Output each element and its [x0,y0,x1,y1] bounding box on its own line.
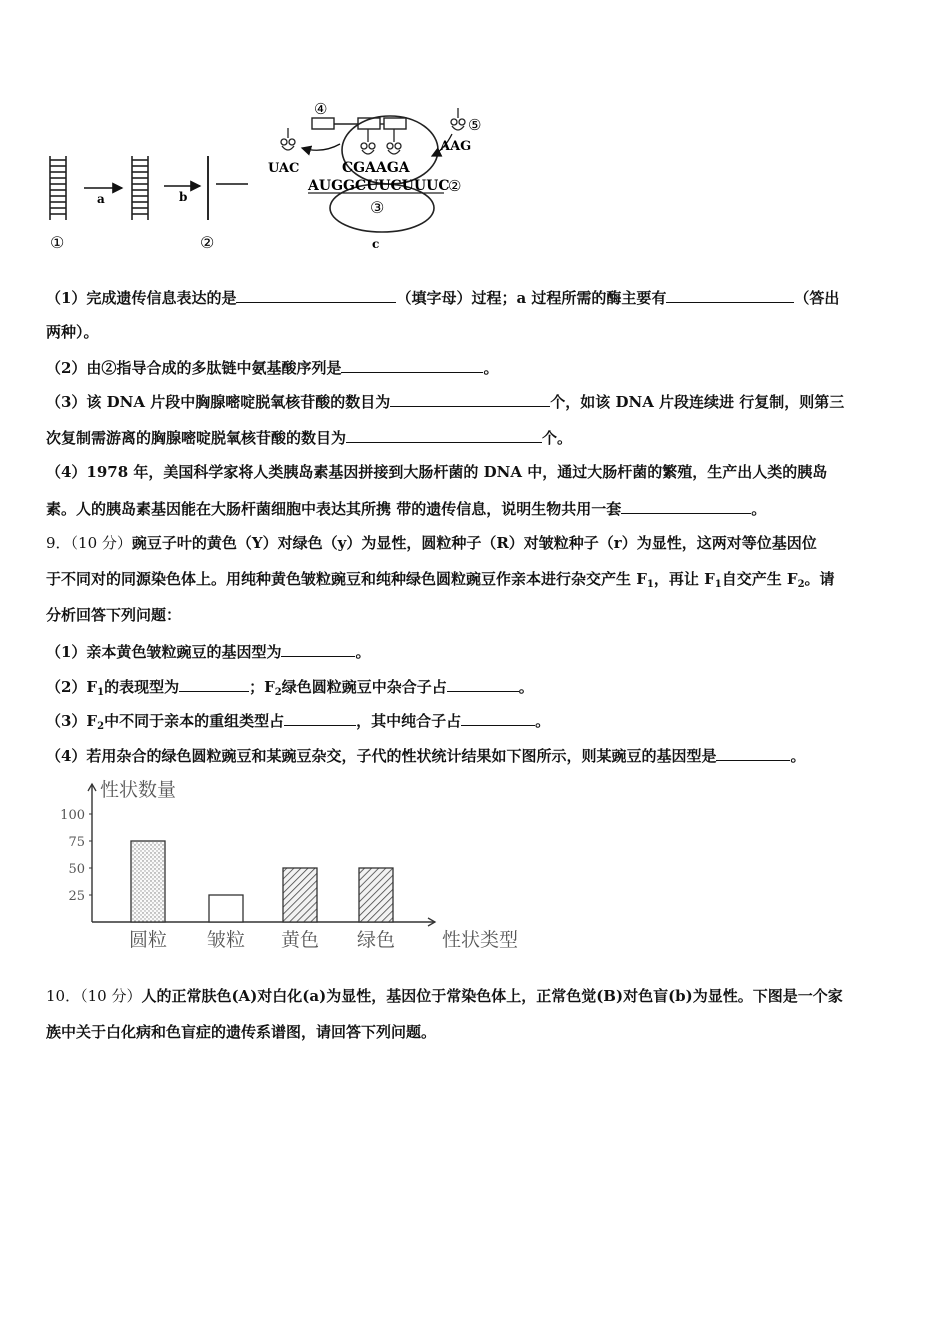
answer-blank[interactable] [236,287,396,303]
circled-4: ④ [314,100,328,118]
y-tick-label: 50 [68,862,85,877]
q8-sub1-line1: （1）完成遗传信息表达的是 （填字母）过程；a 过程所需的酶主要有 （答出 [46,289,840,307]
y-tick-label: 100 [60,808,85,823]
trna-incoming [451,108,465,130]
anticodon-aag: AAG [440,139,472,154]
q9-sub4: （4）若用杂合的绿色圆粒豌豆和某豌豆杂交，子代的性状统计结果如下图所示，则某豌豆的基因型是 。 [46,747,806,765]
bar-4 [359,868,393,922]
circled-1: ① [50,233,65,252]
trait-bar-chart [50,772,550,957]
q8-sub3-line1: （3）该 DNA 片段中胸腺嘧啶脱氧核苷酸的数目为 个，如该 DNA 片段连续进 行复制，则第三 [46,393,845,411]
q9-sub3: $(3)F_2$中不同于亲本的重组类型占 ，其中纯合子占 。 [46,712,551,732]
circled-2: ② [200,233,215,252]
mrna-sequence: AUGGCUUCUUUC [308,178,450,194]
q9-number: 9．（10 分） [46,534,132,552]
y-axis-title: 性状数量 [100,779,177,801]
q8-sub3-line2: 次复制需游离的胸腺嘧啶脱氧核苷酸的数目为 个。 [46,429,573,447]
y-tick-label: 25 [68,889,85,904]
circled-2-mrna: ② [448,177,462,195]
q10-number: 10．（10 分） [46,987,142,1005]
y-tick-label: 75 [68,835,85,850]
q8-sub2: （2）由②指导合成的多肽链中氨基酸序列是 。 [46,359,499,377]
label-b: b [179,190,188,204]
q9-intro-line2: 于不同对的同源染色体上。用纯种黄色皱粒豌豆和纯种绿色圆粒豌豆作亲本进行杂交产生 $F_1$，再让 $F_1$自交产生 $F_2$。请 [46,570,835,590]
q10-line1: 10．（10 分）人的正常肤色(A)对白化(a)为显性，基因位于常染色体上，正常色觉(B)对色盲(b)为显性。下图是一个家 [46,987,843,1005]
anticodons-cgaaga: CGAAGA [342,160,410,176]
answer-blank[interactable] [346,427,542,443]
q8-sub1-line2: 两种）。 [46,323,99,341]
answer-blank[interactable] [621,498,751,514]
answer-blank[interactable] [461,710,535,726]
category-label: 皱粒 [206,929,246,951]
gene-expression-diagram [40,98,510,258]
answer-blank[interactable] [447,676,519,692]
category-label: 圆粒 [128,929,168,951]
trna-leaving [281,128,295,150]
bar-3 [283,868,317,922]
dna-double-strand-2 [132,156,148,220]
label-c: c [372,237,380,251]
q9-intro-line3: 分析回答下列问题： [46,606,182,624]
answer-blank[interactable] [666,287,794,303]
q9-intro-line1: 9．（10 分）豌豆子叶的黄色（Y）对绿色（y）为显性，圆粒种子（R）对皱粒种子（r）为显性，这两对等位基因位 [46,534,817,552]
answer-blank[interactable] [281,641,355,657]
dna-double-strand-1 [50,156,66,220]
circled-3: ③ [370,198,385,217]
label-a: a [97,192,105,206]
answer-blank[interactable] [390,391,550,407]
circled-5: ⑤ [468,116,482,134]
answer-blank[interactable] [179,676,249,692]
category-label: 黄色 [280,929,320,951]
q9-sub1: （1）亲本黄色皱粒豌豆的基因型为 。 [46,643,371,661]
bar-2 [209,895,243,922]
answer-blank[interactable] [284,710,356,726]
anticodon-uac: UAC [268,161,300,176]
q8-sub4-line1: （4）1978 年，美国科学家将人类胰岛素基因拼接到大肠杆菌的 DNA 中，通过大肠杆菌的繁殖，生产出人类的胰岛 [46,463,828,481]
category-label: 绿色 [356,929,396,951]
answer-blank[interactable] [341,357,483,373]
trna-in-ribosome [361,129,401,154]
q9-sub2: $(2)F_1$的表现型为 ；$F_2$绿色圆粒豌豆中杂合子占 。 [46,678,534,698]
q8-sub4-line2: 素。人的胰岛素基因能在大肠杆菌细胞中表达其所携 带的遗传信息，说明生物共用一套 。 [46,500,767,518]
answer-blank[interactable] [716,745,790,761]
bar-1 [131,841,165,922]
q10-line2: 族中关于白化病和色盲症的遗传系谱图，请回答下列问题。 [46,1023,437,1041]
x-axis-title: 性状类型 [442,929,519,951]
arrow-trna-out [302,144,340,150]
